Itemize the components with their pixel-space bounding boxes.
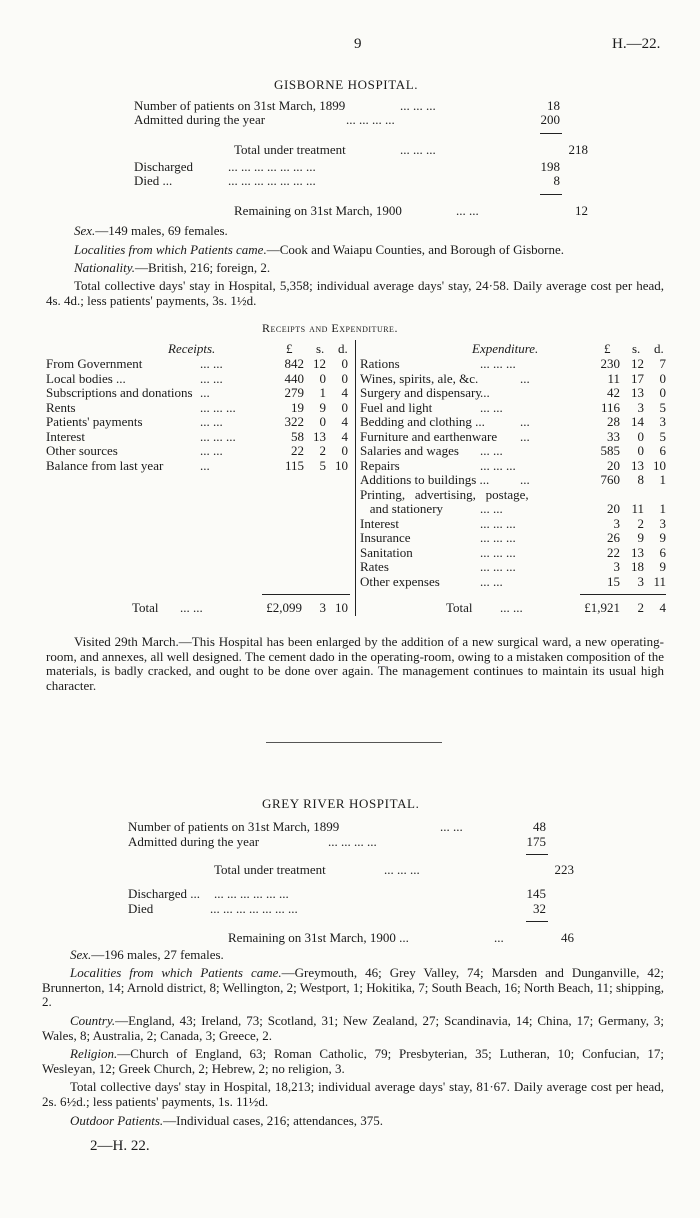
receipt-shillings: 0 — [319, 370, 326, 386]
expenditure-total-shillings: 2 — [637, 600, 644, 615]
expenditure-dots: ... — [520, 414, 530, 429]
receipt-label: Patients' payments — [46, 414, 143, 429]
stat-value: 48 — [533, 819, 546, 834]
gisborne-sex — [74, 223, 228, 238]
receipt-pounds: 842 — [284, 356, 304, 371]
stat-dots: ... ... ... ... ... ... ... — [210, 901, 298, 916]
stat-value: 218 — [568, 142, 588, 157]
receipt-label: Balance from last year — [46, 457, 164, 473]
expenditure-shillings: 14 — [631, 414, 644, 429]
stat-value: 18 — [547, 98, 560, 113]
grey-river-religion — [42, 1047, 664, 1076]
gisborne-title: GISBORNE HOSPITAL. — [274, 77, 419, 92]
stat-value: 8 — [553, 173, 560, 188]
expenditure-label: Insurance — [360, 530, 411, 545]
expenditure-shillings: 12 — [631, 356, 644, 371]
expenditure-shillings: 13 — [631, 544, 644, 560]
receipt-pounds: 22 — [291, 443, 304, 458]
stat-rule — [526, 854, 548, 855]
expenditure-total-rule — [580, 594, 666, 595]
expenditure-pounds: 33 — [607, 428, 620, 444]
expenditure-label: Additions to buildings ... — [360, 472, 490, 487]
expenditure-shillings: 8 — [637, 472, 644, 487]
nationality-label: Nationality. — [74, 260, 136, 275]
expenditure-shillings: 0 — [637, 443, 644, 458]
stat-value: 12 — [575, 203, 588, 218]
expenditure-pence: 3 — [659, 414, 666, 429]
expenditure-shillings: 18 — [631, 559, 644, 574]
receipt-pence: 4 — [341, 414, 348, 429]
expenditure-dots: ... — [520, 370, 530, 386]
expenditure-pence: 3 — [659, 515, 666, 531]
receipts-expenditure-title: Receipts and Expenditure. — [262, 321, 398, 335]
expenditure-dots: ... ... ... — [480, 515, 516, 531]
stat-value: 46 — [561, 930, 574, 945]
expenditure-pounds: 585 — [600, 443, 620, 458]
stat-dots: ... ... ... ... ... ... ... — [228, 159, 316, 174]
receipts-total-shillings: 3 — [319, 600, 326, 615]
expenditure-dots: ... ... ... — [480, 356, 516, 371]
country-label: Country. — [70, 1013, 116, 1028]
sex-value: —196 males, 27 females. — [91, 947, 224, 962]
receipt-pounds: 279 — [284, 385, 304, 400]
nationality-value: —British, 216; foreign, 2. — [135, 260, 271, 275]
stat-label: Total under treatment — [234, 142, 346, 157]
receipt-shillings: 9 — [319, 399, 326, 415]
section-divider — [266, 742, 442, 743]
receipts-total-rule — [262, 594, 350, 595]
receipt-dots: ... ... ... — [200, 428, 236, 444]
expenditure-dots: ... ... ... — [480, 457, 516, 473]
stat-dots: ... ... — [456, 203, 479, 218]
receipt-dots: ... ... — [200, 443, 223, 458]
expenditure-pence: 1 — [659, 501, 666, 516]
outdoor-label: Outdoor Patients. — [70, 1113, 164, 1128]
stat-rule — [540, 133, 562, 134]
expenditure-pence-header: d. — [654, 341, 664, 356]
expenditure-pence: 0 — [659, 385, 666, 400]
religion-value: —Church of England, 63; Roman Catholic, 79; Presbyterian, 35; Lutheran, 10; Confucian, 17; Wesleyan, 12; Greek Church, 2; Hebrew, 2; no religion, 3. — [42, 1046, 664, 1076]
expenditure-dots: ... ... — [480, 443, 503, 458]
expenditure-pounds: 26 — [607, 530, 620, 545]
outdoor-value: —Individual cases, 216; attendances, 375. — [163, 1113, 384, 1128]
expenditure-shillings: 13 — [631, 385, 644, 400]
receipt-label: Other sources — [46, 443, 118, 458]
expenditure-label: Sanitation — [360, 544, 413, 560]
receipts-pounds-header: £ — [286, 341, 293, 356]
expenditure-pence: 10 — [653, 457, 666, 473]
receipt-shillings: 5 — [319, 457, 326, 473]
expenditure-dots: ... ... ... — [480, 559, 516, 574]
receipt-pence: 0 — [341, 370, 348, 386]
receipt-dots: ... ... — [200, 356, 223, 371]
receipt-pence: 0 — [341, 443, 348, 458]
receipt-pence: 4 — [341, 428, 348, 444]
expenditure-pounds: 42 — [607, 385, 620, 400]
expenditure-label: Printing, advertising, postage, — [360, 486, 529, 502]
stat-dots: ... — [494, 930, 504, 945]
stat-label: Admitted during the year — [128, 834, 260, 849]
receipt-dots: ... — [200, 457, 210, 473]
expenditure-label: Salaries and wages — [360, 443, 459, 458]
expenditure-shillings: 3 — [637, 399, 644, 415]
expenditure-pounds: 11 — [607, 370, 620, 386]
localities-value: —Cook and Waiapu Counties, and Borough of Gisborne. — [266, 242, 565, 257]
receipt-dots: ... ... — [200, 370, 223, 386]
expenditure-heading: Expenditure. — [472, 341, 539, 356]
receipt-dots: ... — [200, 385, 210, 400]
expenditure-shillings: 11 — [631, 501, 644, 516]
expenditure-label: Interest — [360, 515, 399, 531]
grey-river-title: GREY RIVER HOSPITAL. — [262, 796, 420, 811]
expenditure-label: Furniture and earthenware — [360, 428, 498, 444]
stat-label: Died — [128, 901, 154, 916]
receipt-pounds: 440 — [284, 370, 304, 386]
stat-value: 198 — [540, 159, 560, 174]
expenditure-shillings: 13 — [631, 457, 644, 473]
expenditure-pounds: 3 — [613, 515, 620, 531]
expenditure-pence: 7 — [659, 356, 666, 371]
stat-dots: ... ... ... ... ... ... ... — [228, 173, 316, 188]
expenditure-pence: 9 — [659, 530, 666, 545]
receipt-shillings: 13 — [313, 428, 326, 444]
stat-label: Total under treatment — [214, 862, 326, 877]
receipt-dots: ... ... — [200, 414, 223, 429]
expenditure-total-pounds: £1,921 — [584, 600, 620, 615]
receipt-pounds: 19 — [291, 399, 304, 415]
stat-dots: ... ... ... — [384, 862, 420, 877]
grey-river-sex — [70, 947, 224, 962]
stat-label: Number of patients on 31st March, 1899 — [134, 98, 346, 113]
expenditure-total-label: Total — [446, 600, 473, 615]
expenditure-dots: ... — [520, 472, 530, 487]
gisborne-visit-paragraph: Visited 29th March.—This Hospital has been enlarged by the addition of a new surgical ward, a new operating-room, and annexes, all well designed. The cement dado in the operating-room, owing to a mistaken composition of the materials, is badly cracked, and ought to be done over again. The management continues to maintain its usual high character. — [46, 634, 664, 693]
expenditure-pounds: 760 — [600, 472, 620, 487]
receipts-heading: Receipts. — [168, 341, 216, 356]
gisborne-localities — [74, 242, 564, 257]
stat-value: 32 — [533, 901, 546, 916]
receipts-total-pounds: £2,099 — [266, 600, 302, 615]
receipt-dots: ... ... ... — [200, 399, 236, 415]
expenditure-pounds: 20 — [607, 457, 620, 473]
stat-dots: ... ... ... ... — [328, 834, 377, 849]
expenditure-pounds: 20 — [607, 501, 620, 516]
expenditure-shillings: 0 — [637, 428, 644, 444]
expenditure-pence: 0 — [659, 370, 666, 386]
expenditure-pence: 11 — [653, 573, 666, 589]
expenditure-pounds: 3 — [613, 559, 620, 574]
expenditure-pounds: 28 — [607, 414, 620, 429]
gisborne-stay-paragraph: Total collective days' stay in Hospital, 5,358; individual average days' stay, 24·58. Daily average cost per head, 4s. 4d.; less patients' payments, 3s. 1½d. — [46, 278, 664, 308]
receipt-pounds: 115 — [284, 457, 304, 473]
receipt-shillings: 1 — [319, 385, 326, 400]
expenditure-dots: ... — [520, 428, 530, 444]
expenditure-pence: 1 — [659, 472, 666, 487]
stat-dots: ... ... ... ... — [346, 112, 395, 127]
gisborne-nationality — [74, 260, 270, 275]
grey-river-localities — [42, 966, 664, 1010]
localities-value: —Greymouth, 46; Grey Valley, 74; Marsden and Dunganville, 42; Brunnerton, 14; Arnold district, 8; Wellington, 2; Westport, 1; Hokitika, 7; South Beach, 16; North Beach, 11; shipping, 2. — [42, 965, 664, 1010]
expenditure-shillings: 2 — [637, 515, 644, 531]
religion-label: Religion. — [70, 1046, 118, 1061]
stat-value: 145 — [526, 886, 546, 901]
expenditure-pence: 6 — [659, 443, 666, 458]
expenditure-dots: ... ... — [480, 501, 503, 516]
stat-dots: ... ... — [440, 819, 463, 834]
footer-signature: 2—H. 22. — [90, 1138, 150, 1154]
receipt-pence: 0 — [341, 399, 348, 415]
expenditure-total-dots: ... ... — [500, 600, 523, 615]
expenditure-label: Rates — [360, 559, 389, 574]
receipts-total-pence: 10 — [335, 600, 348, 615]
stat-rule — [540, 194, 562, 195]
expenditure-total-pence: 4 — [659, 600, 666, 615]
receipt-shillings: 12 — [313, 356, 326, 371]
stat-label: Discharged — [134, 159, 193, 174]
stat-label: Number of patients on 31st March, 1899 — [128, 819, 340, 834]
sex-label: Sex. — [70, 947, 92, 962]
expenditure-shillings-header: s. — [632, 341, 641, 356]
sex-label: Sex. — [74, 223, 96, 238]
receipts-total-dots: ... ... — [180, 600, 203, 615]
stat-dots: ... ... ... — [400, 98, 436, 113]
table-divider — [355, 340, 356, 616]
expenditure-pounds-header: £ — [604, 341, 611, 356]
expenditure-pence: 9 — [659, 559, 666, 574]
expenditure-label: Wines, spirits, ale, &c. — [360, 370, 479, 386]
stat-label: Died ... — [134, 173, 173, 188]
stat-value: 223 — [554, 862, 574, 877]
expenditure-pence: 5 — [659, 399, 666, 415]
expenditure-pounds: 15 — [607, 573, 620, 589]
expenditure-label: Repairs — [360, 457, 400, 473]
grey-river-country — [42, 1014, 664, 1043]
expenditure-pounds: 230 — [600, 356, 620, 371]
expenditure-label: Fuel and light — [360, 399, 433, 415]
receipt-shillings: 2 — [319, 443, 326, 458]
sex-value: —149 males, 69 females. — [95, 223, 228, 238]
receipt-label: Interest — [46, 428, 85, 444]
receipt-pence: 10 — [335, 457, 348, 473]
receipts-total-label: Total — [132, 600, 159, 615]
localities-label: Localities from which Patients came. — [74, 242, 267, 257]
receipt-label: Local bodies ... — [46, 370, 126, 386]
receipt-label: Subscriptions and donations — [46, 385, 193, 400]
stat-rule — [526, 921, 548, 922]
stat-label: Discharged ... — [128, 886, 200, 901]
receipt-label: From Government — [46, 356, 143, 371]
expenditure-label: Surgery and dispensary — [360, 385, 482, 400]
receipt-pounds: 322 — [284, 414, 304, 429]
expenditure-dots: ... — [480, 385, 490, 400]
localities-label: Localities from which Patients came. — [70, 965, 282, 980]
expenditure-label: Bedding and clothing ... — [360, 414, 485, 429]
receipts-pence-header: d. — [338, 341, 348, 356]
receipt-pence: 4 — [341, 385, 348, 400]
receipt-label: Rents — [46, 399, 76, 415]
expenditure-label: and stationery — [360, 501, 444, 516]
receipt-shillings: 0 — [319, 414, 326, 429]
expenditure-shillings: 3 — [637, 573, 644, 589]
stat-label: Remaining on 31st March, 1900 ... — [228, 930, 409, 945]
document-reference: H.—22. — [612, 36, 661, 52]
expenditure-pence: 6 — [659, 544, 666, 560]
expenditure-pence: 5 — [659, 428, 666, 444]
expenditure-dots: ... ... — [480, 573, 503, 589]
page-number: 9 — [354, 36, 362, 52]
expenditure-shillings: 9 — [637, 530, 644, 545]
expenditure-label: Other expenses — [360, 573, 440, 589]
expenditure-dots: ... ... ... — [480, 544, 516, 560]
stat-value: 175 — [526, 834, 546, 849]
stat-dots: ... ... ... ... ... ... — [214, 886, 289, 901]
grey-river-stay-paragraph: Total collective days' stay in Hospital, 18,213; individual average days' stay, 81·67. Daily average cost per head, 2s. 6½d.; less patients' payments, 1s. 11½d. — [42, 1079, 664, 1109]
stat-dots: ... ... ... — [400, 142, 436, 157]
stat-value: 200 — [540, 112, 560, 127]
expenditure-shillings: 17 — [631, 370, 644, 386]
receipts-shillings-header: s. — [316, 341, 325, 356]
stat-label: Remaining on 31st March, 1900 — [234, 203, 402, 218]
stat-label: Admitted during the year — [134, 112, 266, 127]
expenditure-pounds: 22 — [607, 544, 620, 560]
expenditure-dots: ... ... ... — [480, 530, 516, 545]
expenditure-label: Rations — [360, 356, 400, 371]
grey-river-outdoor — [70, 1113, 383, 1128]
country-value: —England, 43; Ireland, 73; Scotland, 31; New Zealand, 27; Scandinavia, 14; China, 17; Germany, 3; Wales, 8; Australia, 2; Canada, 3; Greece, 2. — [42, 1013, 664, 1043]
receipt-pence: 0 — [341, 356, 348, 371]
expenditure-pounds: 116 — [600, 399, 620, 415]
receipt-pounds: 58 — [291, 428, 304, 444]
expenditure-dots: ... ... — [480, 399, 503, 415]
